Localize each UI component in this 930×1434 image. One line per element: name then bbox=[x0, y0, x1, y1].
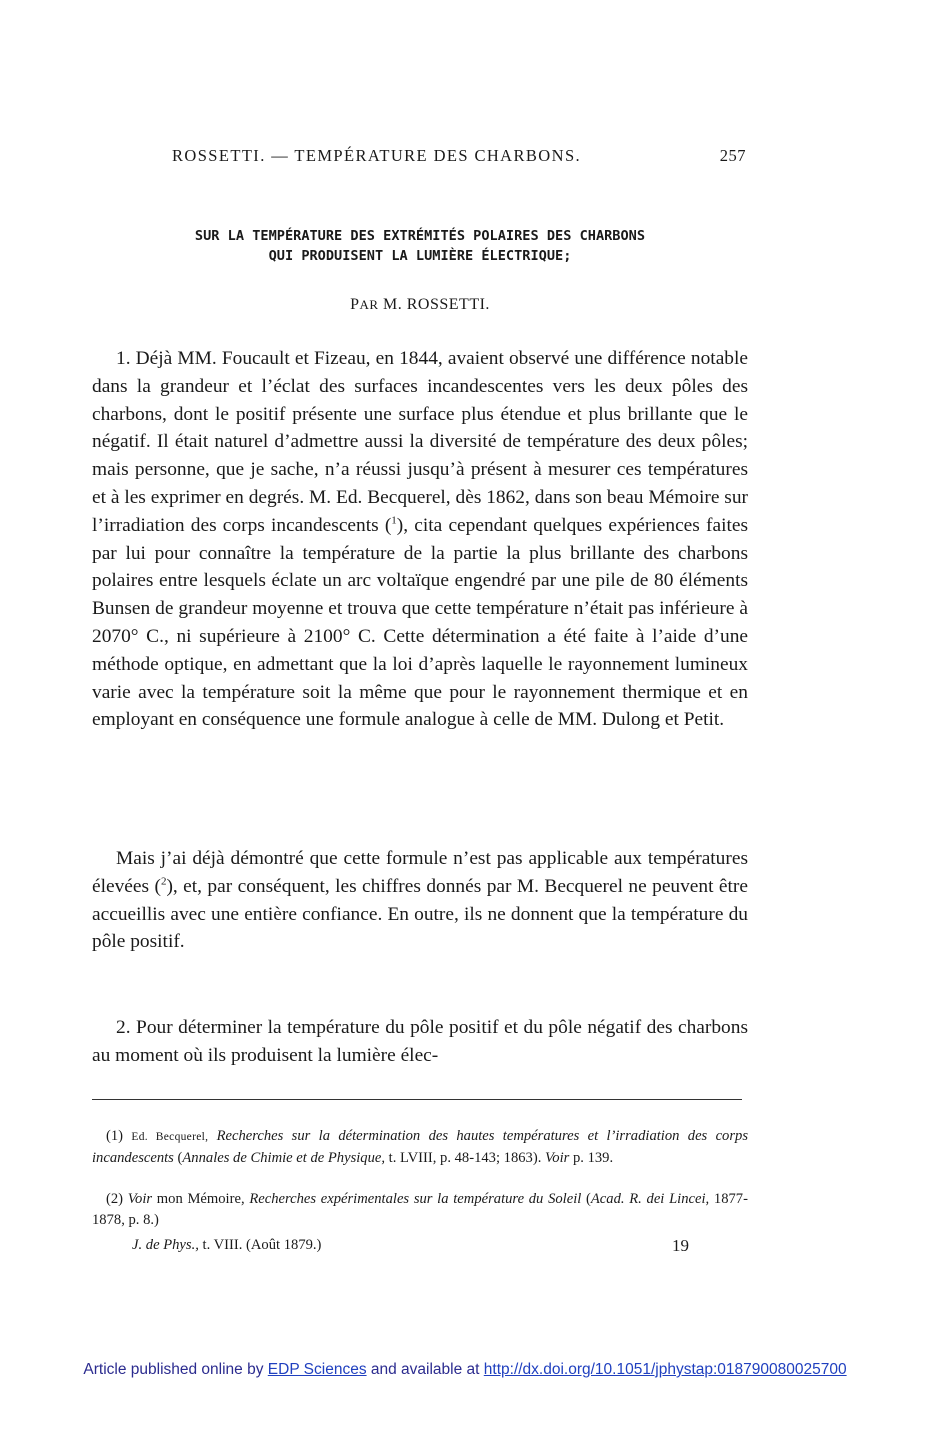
footnote-2 bbox=[92, 1189, 748, 1231]
edp-notice bbox=[0, 1361, 930, 1379]
article-title-line-2: QUI PRODUISENT LA LUMIÈRE ÉLECTRIQUE; bbox=[268, 248, 572, 264]
article-title bbox=[92, 226, 748, 266]
footnote-1-author: Ed. Becquerel, bbox=[131, 1131, 209, 1143]
edp-notice-prefix: Article published online by bbox=[83, 1361, 268, 1378]
footnote-1-title: Recherches sur la détermination des hautes températures et l’irradiation des corps incandescents bbox=[92, 1128, 748, 1166]
footnote-2-mark: (2) bbox=[106, 1191, 124, 1207]
doi-link[interactable]: http://dx.doi.org/10.1051/jphystap:018790080025700 bbox=[483, 1361, 847, 1378]
paragraph-1-part-b: ), cita cependant quelques expériences faites par lui pour connaître la température de la partie la plus brillante des charbons polaires entre lesquels éclate un arc voltaïque engendré par une pile de 80 éléments Bunsen de grandeur moyenne et trouva que cette température n’était pas inférieure à 2070° C., ni supérieure à 2100° C. Cette détermination a été faite à l’aide d’une méthode optique, en admettant que la loi d’après laquelle le rayonnement lumineux varie avec la température soit la même que pour le rayonnement thermique et en employant en conséquence une formule analogue à celle de MM. Dulong et Petit. bbox=[92, 514, 748, 731]
footnote-2-paren: ( bbox=[581, 1191, 591, 1207]
paragraph-1 bbox=[92, 345, 748, 734]
paragraph-2-part-b: ), et, par conséquent, les chiffres donnés par M. Becquerel ne peuvent être accueillis avec une entière confiance. En outre, ils ne donnent que la température du pôle positif. bbox=[92, 875, 748, 953]
page-number: 257 bbox=[719, 146, 746, 165]
article-title-line-1: SUR LA TEMPÉRATURE DES EXTRÉMITÉS POLAIRES DES CHARBONS bbox=[194, 228, 646, 244]
paragraph-1-part-a: 1. Déjà MM. Foucault et Fizeau, en 1844, avaient observé une différence notable dans la grandeur et l’éclat des surfaces incandescentes vers les deux pôles des charbons, dont le positif présente une surface plus étendue et plus brillante que le négatif. Il était naturel d’admettre aussi la diversité de température des deux pôles; mais personne, que je sache, n’a réussi jusqu’à présent à mesurer ces températures et à les exprimer en degrés. M. Ed. Becquerel, dès 1862, dans son beau Mémoire sur l’irradiation des corps incandescents ( bbox=[92, 348, 748, 536]
paragraph-2-part-a: Mais j’ai déjà démontré que cette formule n’est pas applicable aux températures élevées ( bbox=[92, 848, 748, 897]
running-head-title: ROSSETTI. — TEMPÉRATURE DES CHARBONS. bbox=[172, 146, 582, 165]
journal-name: J. de Phys., bbox=[132, 1237, 199, 1253]
footnote-ref-1[interactable]: 1 bbox=[391, 514, 397, 527]
journal-details: t. VIII. (Août 1879.) bbox=[198, 1237, 322, 1253]
edp-notice-middle: and available at bbox=[366, 1361, 484, 1378]
footnote-1-page: p. 139. bbox=[569, 1150, 614, 1166]
footnote-1-journal: Annales de Chimie et de Physique, bbox=[182, 1150, 386, 1166]
sheet-number: 19 bbox=[672, 1236, 689, 1255]
byline-author: M. ROSSETTI. bbox=[383, 296, 490, 313]
byline-prefix-rest: AR bbox=[359, 297, 379, 312]
footnote-2-mon: mon Mémoire, bbox=[152, 1191, 250, 1207]
footnote-divider bbox=[92, 1099, 742, 1100]
footnote-1-mark: (1) bbox=[106, 1128, 124, 1144]
running-head bbox=[172, 146, 750, 170]
paragraph-3: 2. Pour déterminer la température du pôle positif et du pôle négatif des charbons au moment où ils produisent la lumière élec- bbox=[92, 1017, 748, 1066]
footnote-1-details: t. LVIII, p. 48-143; 1863). bbox=[385, 1150, 546, 1166]
footnote-1-voir: Voir bbox=[545, 1150, 570, 1166]
footnote-1 bbox=[92, 1126, 748, 1169]
footnote-2-title: Recherches expérimentales sur la température du Soleil bbox=[249, 1191, 582, 1207]
footnote-1-paren: ( bbox=[173, 1150, 183, 1166]
paragraph-2 bbox=[92, 845, 748, 956]
footnote-ref-2[interactable]: 2 bbox=[160, 875, 167, 888]
byline bbox=[92, 296, 748, 314]
footnote-2-details: 1877-1878, p. 8.) bbox=[92, 1191, 748, 1228]
footnote-2-journal: Acad. R. dei Lincei, bbox=[590, 1191, 710, 1207]
edp-sciences-link[interactable]: EDP Sciences bbox=[267, 1361, 367, 1378]
journal-signature bbox=[132, 1237, 321, 1254]
footnote-2-voir: Voir bbox=[127, 1191, 153, 1207]
byline-prefix-initial: P bbox=[350, 296, 360, 313]
